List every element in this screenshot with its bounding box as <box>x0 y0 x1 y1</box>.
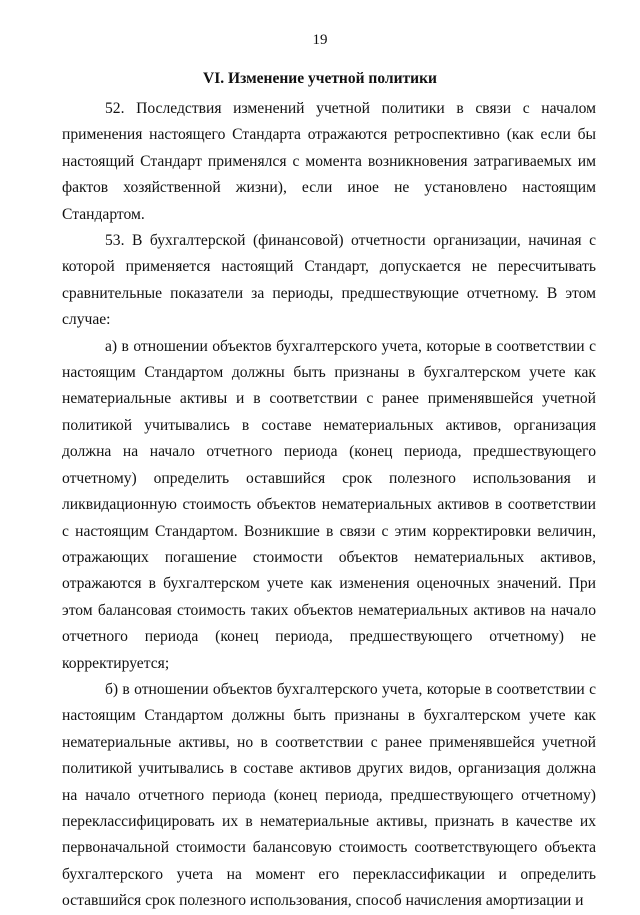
paragraph-53-b: б) в отношении объектов бухгалтерского учета, которые в соответствии с настоящим Стандартом должны быть признаны в бухгалтерском учете как нематериальные активы, но в соответствии с ранее применявшейся учетной политикой учитывались в составе активов других видов, организация должна на начало отчетного периода (конец периода, предшествующего отчетному) переклассифицировать их в нематериальные активы, признать в качестве их первоначальной стоимости балансовую стоимость соответствующего объекта бухгалтерского учета на момент его переклассификации и определить оставшийся срок полезного использования, способ начисления амортизации и <box>62 680 596 910</box>
page-number: 19 <box>312 32 328 48</box>
paragraph-53-a: а) в отношении объектов бухгалтерского учета, которые в соответствии с настоящим Стандартом должны быть признаны в бухгалтерском учете как нематериальные активы и в соответствии с ранее применявшейся учетной политикой учитывались в составе нематериальных активов, организация должна на начало отчетного периода (конец периода, предшествующего отчетному) определить оставшийся срок полезного использования и ликвидационную стоимость объектов нематериальных активов в соответствии с настоящим Стандартом. Возникшие в связи с этим корректировки величин, отражающих погашение стоимости объектов нематериальных активов, отражаются в бухгалтерском учете как изменения оценочных значений. При этом балансовая стоимость таких объектов нематериальных активов на начало отчетного периода (конец периода, предшествующего отчетному) не корректируется; <box>62 337 596 672</box>
section-heading: VI. Изменение учетной политики <box>203 70 437 87</box>
paragraph-52: 52. Последствия изменений учетной политики в связи с началом применения настоящего Стандарта отражаются ретроспективно (как если бы настоящий Стандарт применялся с момента возникновения затрагиваемых им фактов хозяйственной жизни), если иное не установлено настоящим Стандартом. <box>62 100 596 223</box>
paragraph-53: 53. В бухгалтерской (финансовой) отчетности организации, начиная с которой применяется настоящий Стандарт, допускается не пересчитывать сравнительные показатели за периоды, предшествующие отчетному. В этом случае: <box>62 232 596 329</box>
document-body <box>62 96 596 915</box>
